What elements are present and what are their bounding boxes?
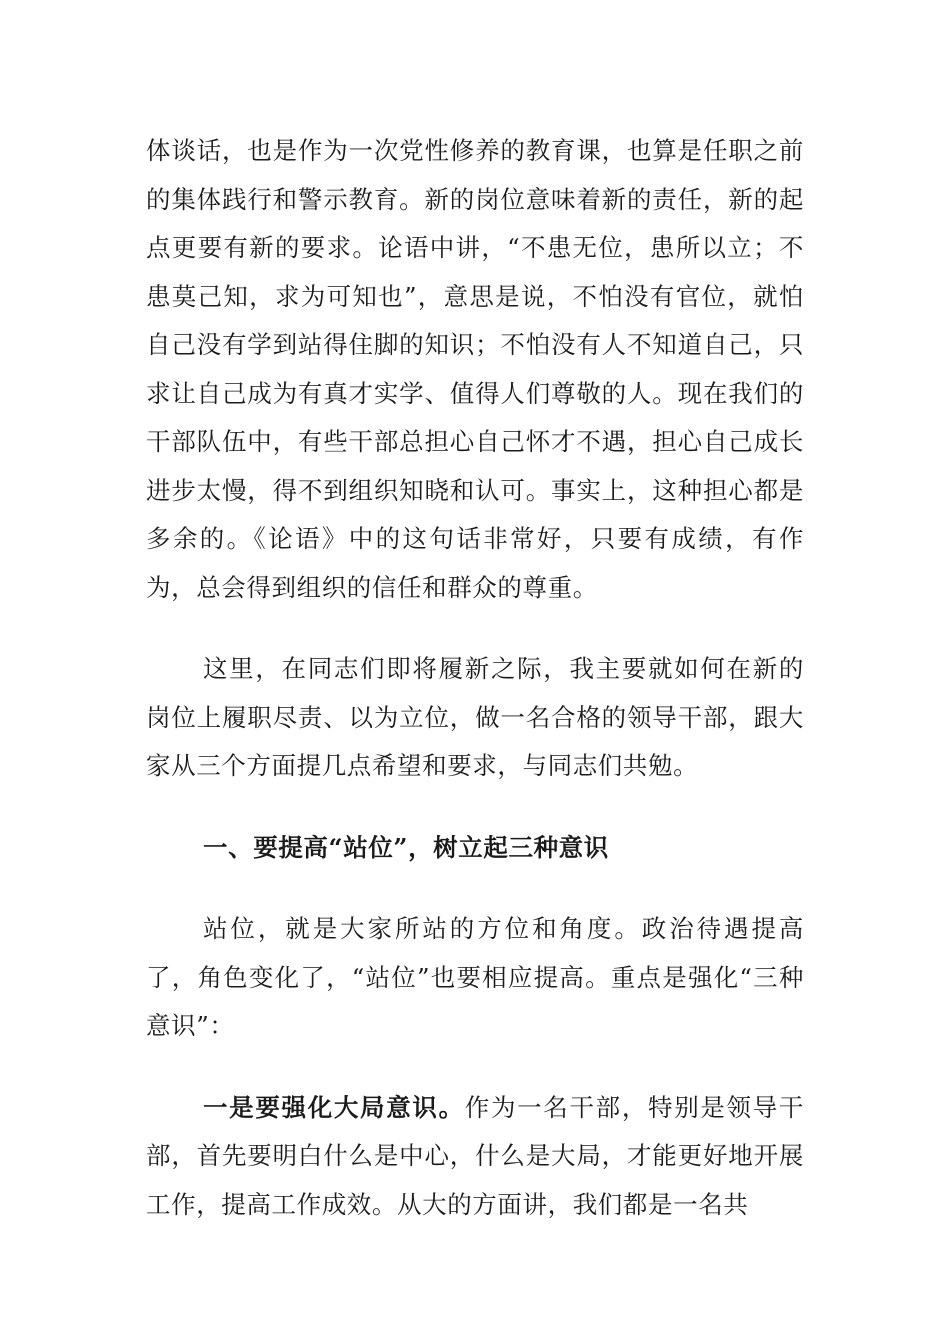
document-page <box>146 127 804 1229</box>
body-paragraph-4 <box>146 1084 804 1230</box>
body-paragraph-2: 这里，在同志们即将履新之际，我主要就如何在新的岗位上履职尽责、以为立位，做一名合格的领导干部，跟大家从三个方面提几点希望和要求，与同志们共勉。 <box>146 654 804 780</box>
paragraph-spacer <box>146 612 804 645</box>
paragraph-spacer <box>146 1051 804 1084</box>
paragraph-lead-bold: 一是要强化大局意识。 <box>203 1092 465 1122</box>
paragraph-body: 作为一名干部，特别是领导干部，首先要明白什么是中心，什么是大局，才能更好地开展工作，提高工作成效。从大的方面讲，我们都是一名共 <box>146 1092 805 1219</box>
paragraph-spacer <box>146 872 804 905</box>
body-paragraph-3: 站位，就是大家所站的方位和角度。政治待遇提高了，角色变化了，“站位”也要相应提高。重点是强化“三种意识”： <box>146 914 804 1040</box>
section-heading-1: 一、要提高“站位”，树立起三种意识 <box>203 832 609 862</box>
body-paragraph-1: 体谈话，也是作为一次党性修养的教育课，也算是任职之前的集体践行和警示教育。新的岗位意味着新的责任，新的起点更要有新的要求。论语中讲，“不患无位，患所以立；不患莫己知，求为可知也”，意思是说，不怕没有官位，就怕自己没有学到站得住脚的知识；不怕没有人不知道自己，只求让自己成为有真才实学、值得人们尊敬的人。现在我们的干部队伍中，有些干部总担心自己怀才不遇，担心自己成长进步太慢，得不到组织知晓和认可。事实上，这种担心都是多余的。《论语》中的这句话非常好，只要有成绩，有作为，总会得到组织的信任和群众的尊重。 <box>146 136 804 602</box>
paragraph-spacer <box>146 791 804 824</box>
